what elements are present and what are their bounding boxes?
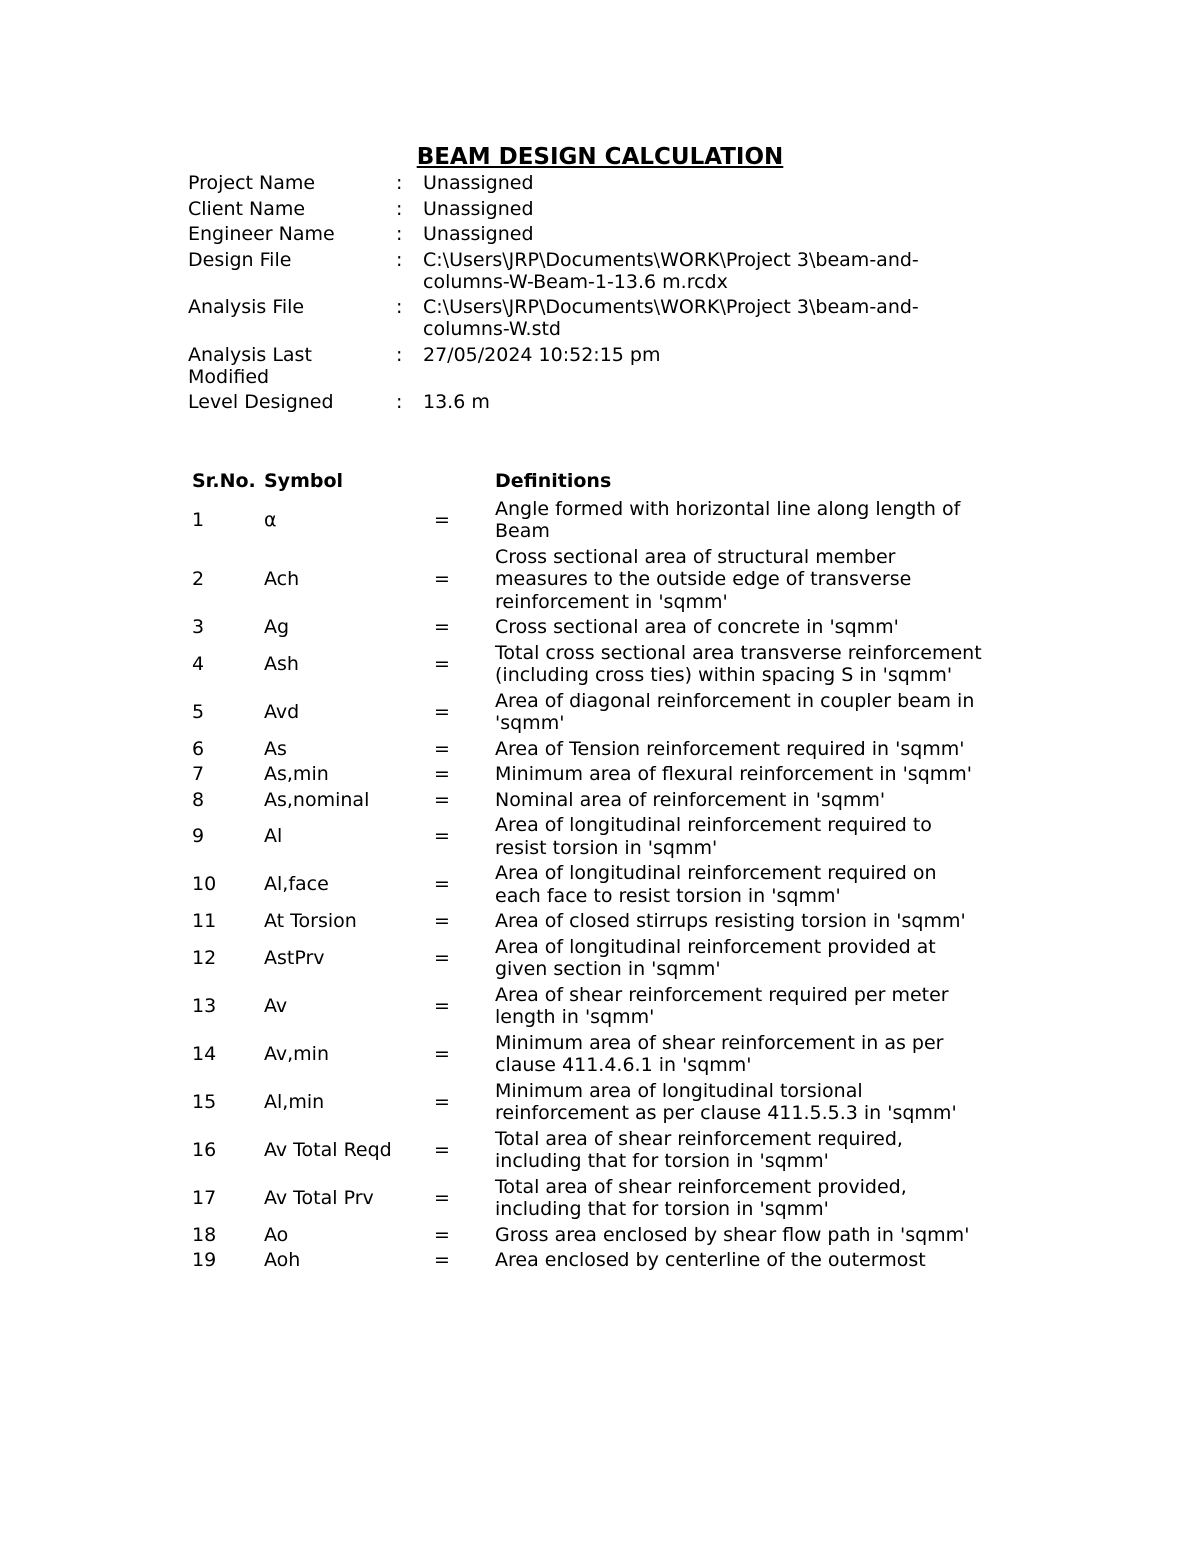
meta-row xyxy=(188,296,943,344)
symbol-row xyxy=(192,1079,985,1127)
row-definition: Area of diagonal reinforcement in coupler beam in 'sqmm' xyxy=(495,689,975,734)
row-number: 4 xyxy=(192,652,205,675)
meta-label: Analysis Last Modified xyxy=(188,343,312,388)
row-definition: Area of Tension reinforcement required in 'sqmm' xyxy=(495,737,965,760)
row-definition: Total area of shear reinforcement provided, including that for torsion in 'sqmm' xyxy=(495,1175,907,1220)
row-symbol: Av,min xyxy=(264,1042,329,1065)
meta-label: Engineer Name xyxy=(188,223,335,245)
row-number: 17 xyxy=(192,1186,217,1209)
meta-label: Client Name xyxy=(188,197,306,220)
row-symbol: Ash xyxy=(264,652,299,675)
row-symbol: Al,face xyxy=(264,873,329,896)
row-symbol: At Torsion xyxy=(264,910,357,932)
meta-colon: : xyxy=(396,343,403,366)
row-definition: Nominal area of reinforcement in 'sqmm' xyxy=(495,788,886,811)
row-definition: Total area of shear reinforcement required, including that for torsion in 'sqmm' xyxy=(495,1127,903,1172)
row-symbol: Av xyxy=(264,994,288,1017)
header-definitions: Definitions xyxy=(495,470,612,492)
symbol-row xyxy=(192,1248,985,1274)
row-number: 5 xyxy=(192,700,205,723)
row-symbol: Avd xyxy=(264,700,300,723)
row-symbol: Ach xyxy=(264,568,300,590)
row-definition: Angle formed with horizontal line along length of Beam xyxy=(495,497,961,542)
row-equals: = xyxy=(434,1042,450,1065)
symbol-row xyxy=(192,545,985,616)
symbol-row xyxy=(192,935,985,983)
meta-row xyxy=(188,391,943,417)
row-symbol: Av Total Reqd xyxy=(264,1138,392,1161)
header-sr-no: Sr.No. xyxy=(192,470,256,492)
row-equals: = xyxy=(434,616,450,638)
row-symbol: Al,min xyxy=(264,1090,325,1113)
row-symbol: AstPrv xyxy=(264,946,325,969)
meta-value: 27/05/2024 10:52:15 pm xyxy=(423,343,661,366)
symbol-row xyxy=(192,497,985,545)
row-equals: = xyxy=(434,1223,450,1246)
row-number: 18 xyxy=(192,1223,217,1246)
meta-colon: : xyxy=(396,296,403,318)
meta-value: Unassigned xyxy=(423,172,534,194)
row-symbol: Aoh xyxy=(264,1249,301,1271)
symbol-row xyxy=(192,1223,985,1249)
symbol-row xyxy=(192,762,985,788)
row-number: 15 xyxy=(192,1090,217,1113)
row-definition: Minimum area of flexural reinforcement in 'sqmm' xyxy=(495,763,972,785)
meta-value: C:\Users\JRP\Documents\WORK\Project 3\beam-and-columns-W.std xyxy=(423,296,919,340)
row-symbol: Ao xyxy=(264,1223,289,1246)
row-number: 16 xyxy=(192,1138,217,1161)
row-definition: Area enclosed by centerline of the outermost xyxy=(495,1249,926,1271)
row-equals: = xyxy=(434,1249,450,1271)
row-symbol: Ag xyxy=(264,616,290,638)
row-number: 1 xyxy=(192,508,205,531)
row-equals: = xyxy=(434,946,450,969)
meta-colon: : xyxy=(396,223,403,245)
row-number: 11 xyxy=(192,910,217,932)
row-equals: = xyxy=(434,1186,450,1209)
row-equals: = xyxy=(434,508,450,531)
row-number: 6 xyxy=(192,737,205,760)
row-definition: Area of shear reinforcement required per meter length in 'sqmm' xyxy=(495,983,949,1028)
row-equals: = xyxy=(434,788,450,811)
row-equals: = xyxy=(434,825,450,848)
row-equals: = xyxy=(434,763,450,785)
meta-label: Analysis File xyxy=(188,296,305,318)
row-equals: = xyxy=(434,652,450,675)
row-number: 19 xyxy=(192,1249,217,1271)
meta-label: Project Name xyxy=(188,172,316,194)
row-number: 12 xyxy=(192,946,217,969)
symbol-row xyxy=(192,813,985,861)
meta-label: Level Designed xyxy=(188,391,334,413)
meta-row xyxy=(188,249,943,297)
row-number: 3 xyxy=(192,616,205,638)
row-definition: Minimum area of shear reinforcement in as per clause 411.4.6.1 in 'sqmm' xyxy=(495,1031,944,1076)
symbol-row xyxy=(192,1175,985,1223)
header-symbol: Symbol xyxy=(264,470,344,492)
meta-colon: : xyxy=(396,197,403,220)
symbol-row xyxy=(192,1127,985,1175)
row-symbol: Al xyxy=(264,825,283,848)
symbols-header-row xyxy=(192,470,985,497)
row-number: 2 xyxy=(192,568,205,590)
row-equals: = xyxy=(434,737,450,760)
row-definition: Minimum area of longitudinal torsional reinforcement as per clause 411.5.5.3 in 'sqmm' xyxy=(495,1079,957,1124)
symbol-row xyxy=(192,615,985,641)
meta-colon: : xyxy=(396,391,403,413)
row-definition: Area of longitudinal reinforcement provided at given section in 'sqmm' xyxy=(495,935,936,980)
row-equals: = xyxy=(434,994,450,1017)
meta-value: C:\Users\JRP\Documents\WORK\Project 3\beam-and-columns-W-Beam-1-13.6 m.rcdx xyxy=(423,248,919,293)
row-equals: = xyxy=(434,1090,450,1113)
meta-colon: : xyxy=(396,248,403,271)
row-number: 10 xyxy=(192,873,217,896)
symbol-row xyxy=(192,861,985,909)
row-definition: Cross sectional area of structural member measures to the outside edge of transverse reinforcement in 'sqmm' xyxy=(495,545,912,613)
meta-value: Unassigned xyxy=(423,197,534,220)
row-symbol: Av Total Prv xyxy=(264,1186,374,1209)
row-number: 8 xyxy=(192,788,205,811)
row-symbol: As,nominal xyxy=(264,788,370,811)
row-definition: Area of longitudinal reinforcement required to resist torsion in 'sqmm' xyxy=(495,814,932,859)
row-definition: Gross area enclosed by shear flow path in 'sqmm' xyxy=(495,1223,970,1246)
row-equals: = xyxy=(434,910,450,932)
project-info-table xyxy=(188,172,943,417)
row-number: 9 xyxy=(192,825,205,848)
symbol-row xyxy=(192,788,985,814)
symbol-row xyxy=(192,641,985,689)
row-symbol: α xyxy=(264,508,277,531)
row-definition: Area of closed stirrups resisting torsion in 'sqmm' xyxy=(495,910,966,932)
meta-value: 13.6 m xyxy=(423,391,490,413)
symbol-row xyxy=(192,689,985,737)
page-title: BEAM DESIGN CALCULATION xyxy=(416,144,784,170)
row-equals: = xyxy=(434,568,450,590)
symbols-table xyxy=(192,470,985,1274)
symbol-row xyxy=(192,737,985,763)
symbol-row xyxy=(192,1031,985,1079)
meta-value: Unassigned xyxy=(423,223,534,245)
row-definition: Total cross sectional area transverse reinforcement (including cross ties) within spacing S in 'sqmm' xyxy=(495,641,982,686)
header-spacer xyxy=(434,470,495,497)
meta-row xyxy=(188,172,943,198)
row-number: 14 xyxy=(192,1042,217,1065)
meta-row xyxy=(188,223,943,249)
row-equals: = xyxy=(434,1138,450,1161)
row-equals: = xyxy=(434,873,450,896)
row-symbol: As,min xyxy=(264,763,329,785)
symbol-row xyxy=(192,983,985,1031)
meta-label: Design File xyxy=(188,248,292,271)
row-equals: = xyxy=(434,700,450,723)
meta-row xyxy=(188,198,943,224)
row-number: 13 xyxy=(192,994,217,1017)
meta-row xyxy=(188,344,943,392)
meta-colon: : xyxy=(396,172,403,194)
row-definition: Cross sectional area of concrete in 'sqmm' xyxy=(495,616,899,638)
row-definition: Area of longitudinal reinforcement required on each face to resist torsion in 'sqmm' xyxy=(495,862,937,907)
row-number: 7 xyxy=(192,763,205,785)
row-symbol: As xyxy=(264,737,287,760)
symbol-row xyxy=(192,909,985,935)
